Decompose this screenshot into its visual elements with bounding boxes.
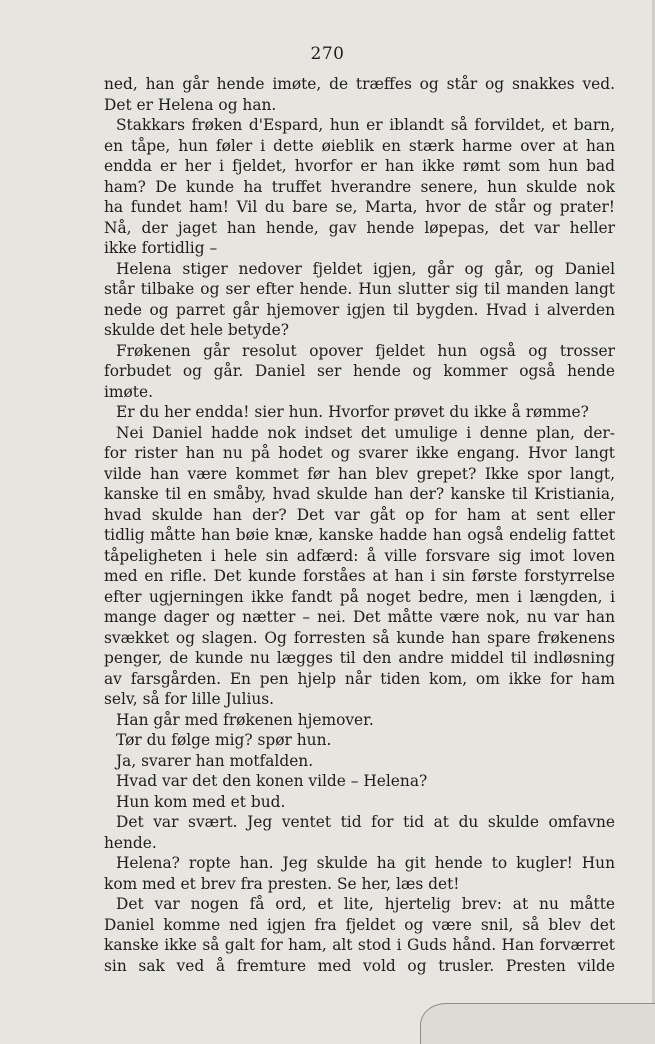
text-line: efter ugjerningen ikke fandt på noget bedre, men i længden, i [104,587,615,606]
book-text [104,74,615,976]
text-line: Det var nogen få ord, et lite, hjertelig brev: at nu måtte [116,895,615,913]
text-line: Han går med frøkenen hjemover. [116,710,374,729]
text-line: forbudet og går. Daniel ser hende og kommer også hende [104,362,615,380]
page-corner-curl [420,1003,655,1044]
text-line: Tør du følge mig? spør hun. [116,731,332,749]
text-line: med en rifle. Det kunde forståes at han i sin første forstyrrelse [104,567,615,585]
text-line: Nei Daniel hadde nok indset det umulige i denne plan, der- [116,423,615,442]
text-line: for rister han nu på hodet og svarer ikke engang. Hvor langt [104,444,615,462]
text-line: ham? De kunde ha truffet hverandre senere, hun skulde nok [104,177,615,196]
text-line: tidlig måtte han bøie knæ, kanske hadde han også endelig fattet [104,526,615,544]
text-line: hvad skulde han der? Det var gåt op for ham at sent eller [104,505,615,524]
text-line: Nå, der jaget han hende, gav hende løpepas, det var heller [104,218,615,237]
page-number: 270 [310,44,345,64]
text-line: Helena? ropte han. Jeg skulde ha git hende to kugler! Hun [116,854,615,872]
text-line: ned, han går hende imøte, de træffes og står og snakkes ved. [104,75,615,93]
text-line: penger, de kunde nu lægges til den andre middel til indløsning [104,649,615,667]
text-line: av farsgården. En pen hjelp når tiden kom, om ikke for ham [104,669,615,688]
text-line: kom med et brev fra presten. Se her, læs det! [104,874,460,893]
text-line: kanske til en småby, hvad skulde han der? kanske til Kristiania, [104,485,615,503]
text-line: mange dager og nætter – nei. Det måtte være nok, nu var han [104,608,615,626]
text-line: Daniel komme ned igjen fra fjeldet og være snil, så blev det [104,915,615,934]
text-line: Er du her endda! sier hun. Hvorfor prøvet du ikke å rømme? [116,403,589,421]
text-line: ha fundet ham! Vil du bare se, Marta, hvor de står og prater! [104,198,615,216]
text-line: kanske ikke så galt for ham, alt stod i Guds hånd. Han forværret [104,936,615,954]
text-line: tåpeligheten i hele sin adfærd: å ville forsvare sig imot loven [104,546,615,565]
text-line: Helena stiger nedover fjeldet igjen, går og går, og Daniel [116,259,615,278]
text-line: Stakkars frøken d'Espard, hun er iblandt så forvildet, et barn, [116,116,615,134]
text-line: endda er her i fjeldet, hvorfor er han ikke rømt som hun bad [104,157,615,175]
text-line: svækket og slagen. Og forresten så kunde han spare frøkenens [104,628,615,647]
text-line: Ja, svarer han motfalden. [116,751,314,770]
text-line: står tilbake og ser efter hende. Hun slutter sig til manden langt [104,280,615,298]
text-line: hende. [104,833,157,852]
text-line: imøte. [104,382,153,401]
text-line: Det var svært. Jeg ventet tid for tid at du skulde omfavne [116,813,615,831]
text-line: sin sak ved å fremture med vold og trusler. Presten vilde [104,956,615,975]
text-line: nede og parret går hjemover igjen til bygden. Hvad i alverden [104,300,615,319]
text-line: ikke fortidlig – [104,239,218,257]
text-line: Frøkenen går resolut opover fjeldet hun også og trosser [116,341,615,360]
text-line: Hun kom med et bud. [116,792,286,811]
text-line: skulde det hele betyde? [104,321,289,339]
text-line: en tåpe, hun føler i dette øieblik en stærk harme over at han [104,136,615,155]
text-line: selv, så for lille Julius. [104,690,275,708]
text-line: vilde han være kommet før han blev grepet? Ikke spor langt, [104,464,615,483]
text-line: Det er Helena og han. [104,95,277,114]
text-line: Hvad var det den konen vilde – Helena? [116,772,428,790]
